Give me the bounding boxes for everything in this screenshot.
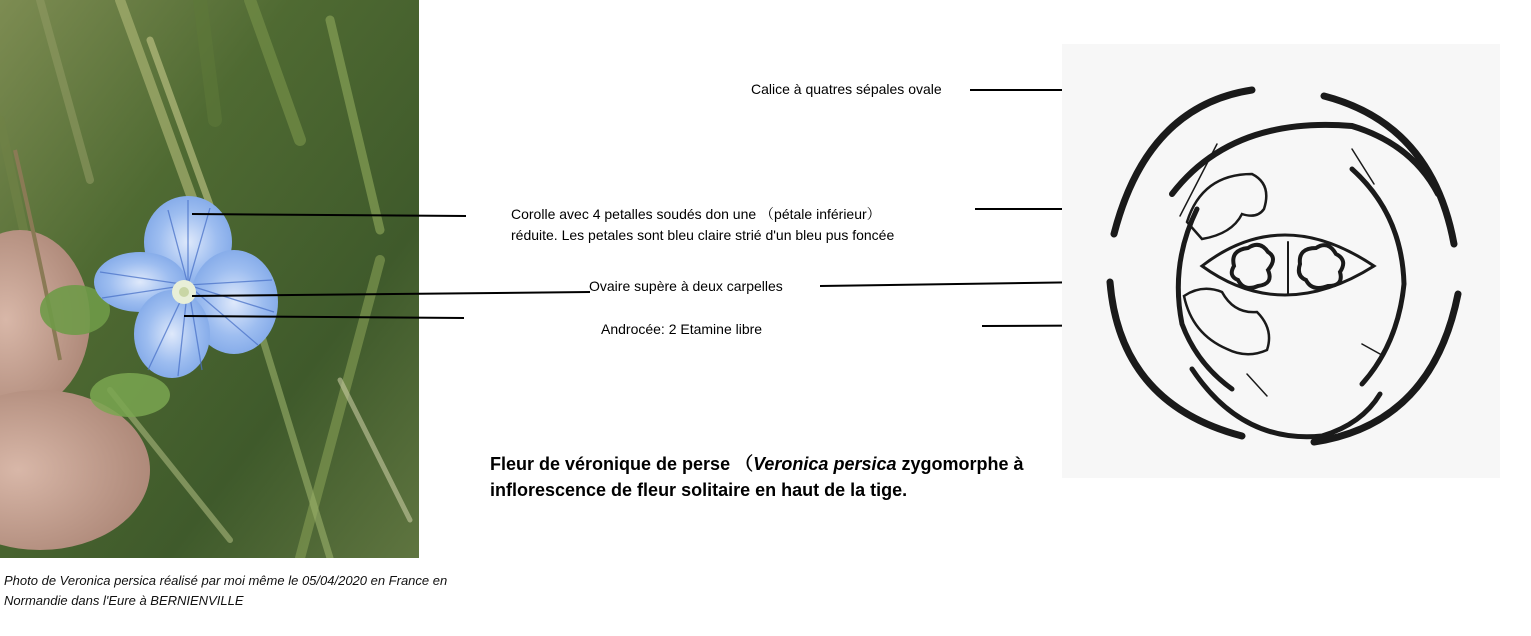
floral-diagram <box>1062 44 1500 478</box>
petal-right <box>1352 169 1404 384</box>
label-androcee: Androcée: 2 Etamine libre <box>601 321 763 337</box>
sepal-bottom-right <box>1314 294 1458 442</box>
sepal-top-left <box>1114 90 1252 234</box>
stamen-top <box>1187 174 1266 239</box>
label-corolle <box>511 204 894 246</box>
label-corolle-line1: Corolle avec 4 petalles soudés don une （pétale inférieur） <box>511 206 881 222</box>
flower-photo <box>0 0 419 558</box>
title-line2: inflorescence de fleur solitaire en haut de la tige. <box>490 480 908 500</box>
floral-diagram-icon <box>1062 44 1500 478</box>
label-calice: Calice à quatres sépales ovale <box>751 81 942 97</box>
ovule-right <box>1299 245 1343 288</box>
photo-caption-line2: Normandie dans l'Eure à BERNIENVILLE <box>4 593 244 608</box>
title-part2: zygomorphe à <box>896 454 1024 474</box>
title-part1: Fleur de véronique de perse （ <box>490 454 754 474</box>
title-scientific-name: Veronica persica <box>753 454 897 474</box>
photo-caption <box>4 571 524 611</box>
ovule-left <box>1232 245 1273 288</box>
petal-left <box>1178 209 1232 389</box>
page-title <box>490 451 1024 503</box>
veronica-flower-photo-icon <box>0 0 419 558</box>
label-ovaire: Ovaire supère à deux carpelles <box>589 278 783 294</box>
photo-caption-line1: Photo de Veronica persica réalisé par moi même le 05/04/2020 en France en <box>4 573 448 588</box>
sepal-bottom-left <box>1110 282 1242 436</box>
title-line1 <box>490 451 1024 477</box>
stamen-bottom <box>1184 289 1269 354</box>
label-corolle-line2: réduite. Les petales sont bleu claire strié d'un bleu pus foncée <box>511 227 895 243</box>
